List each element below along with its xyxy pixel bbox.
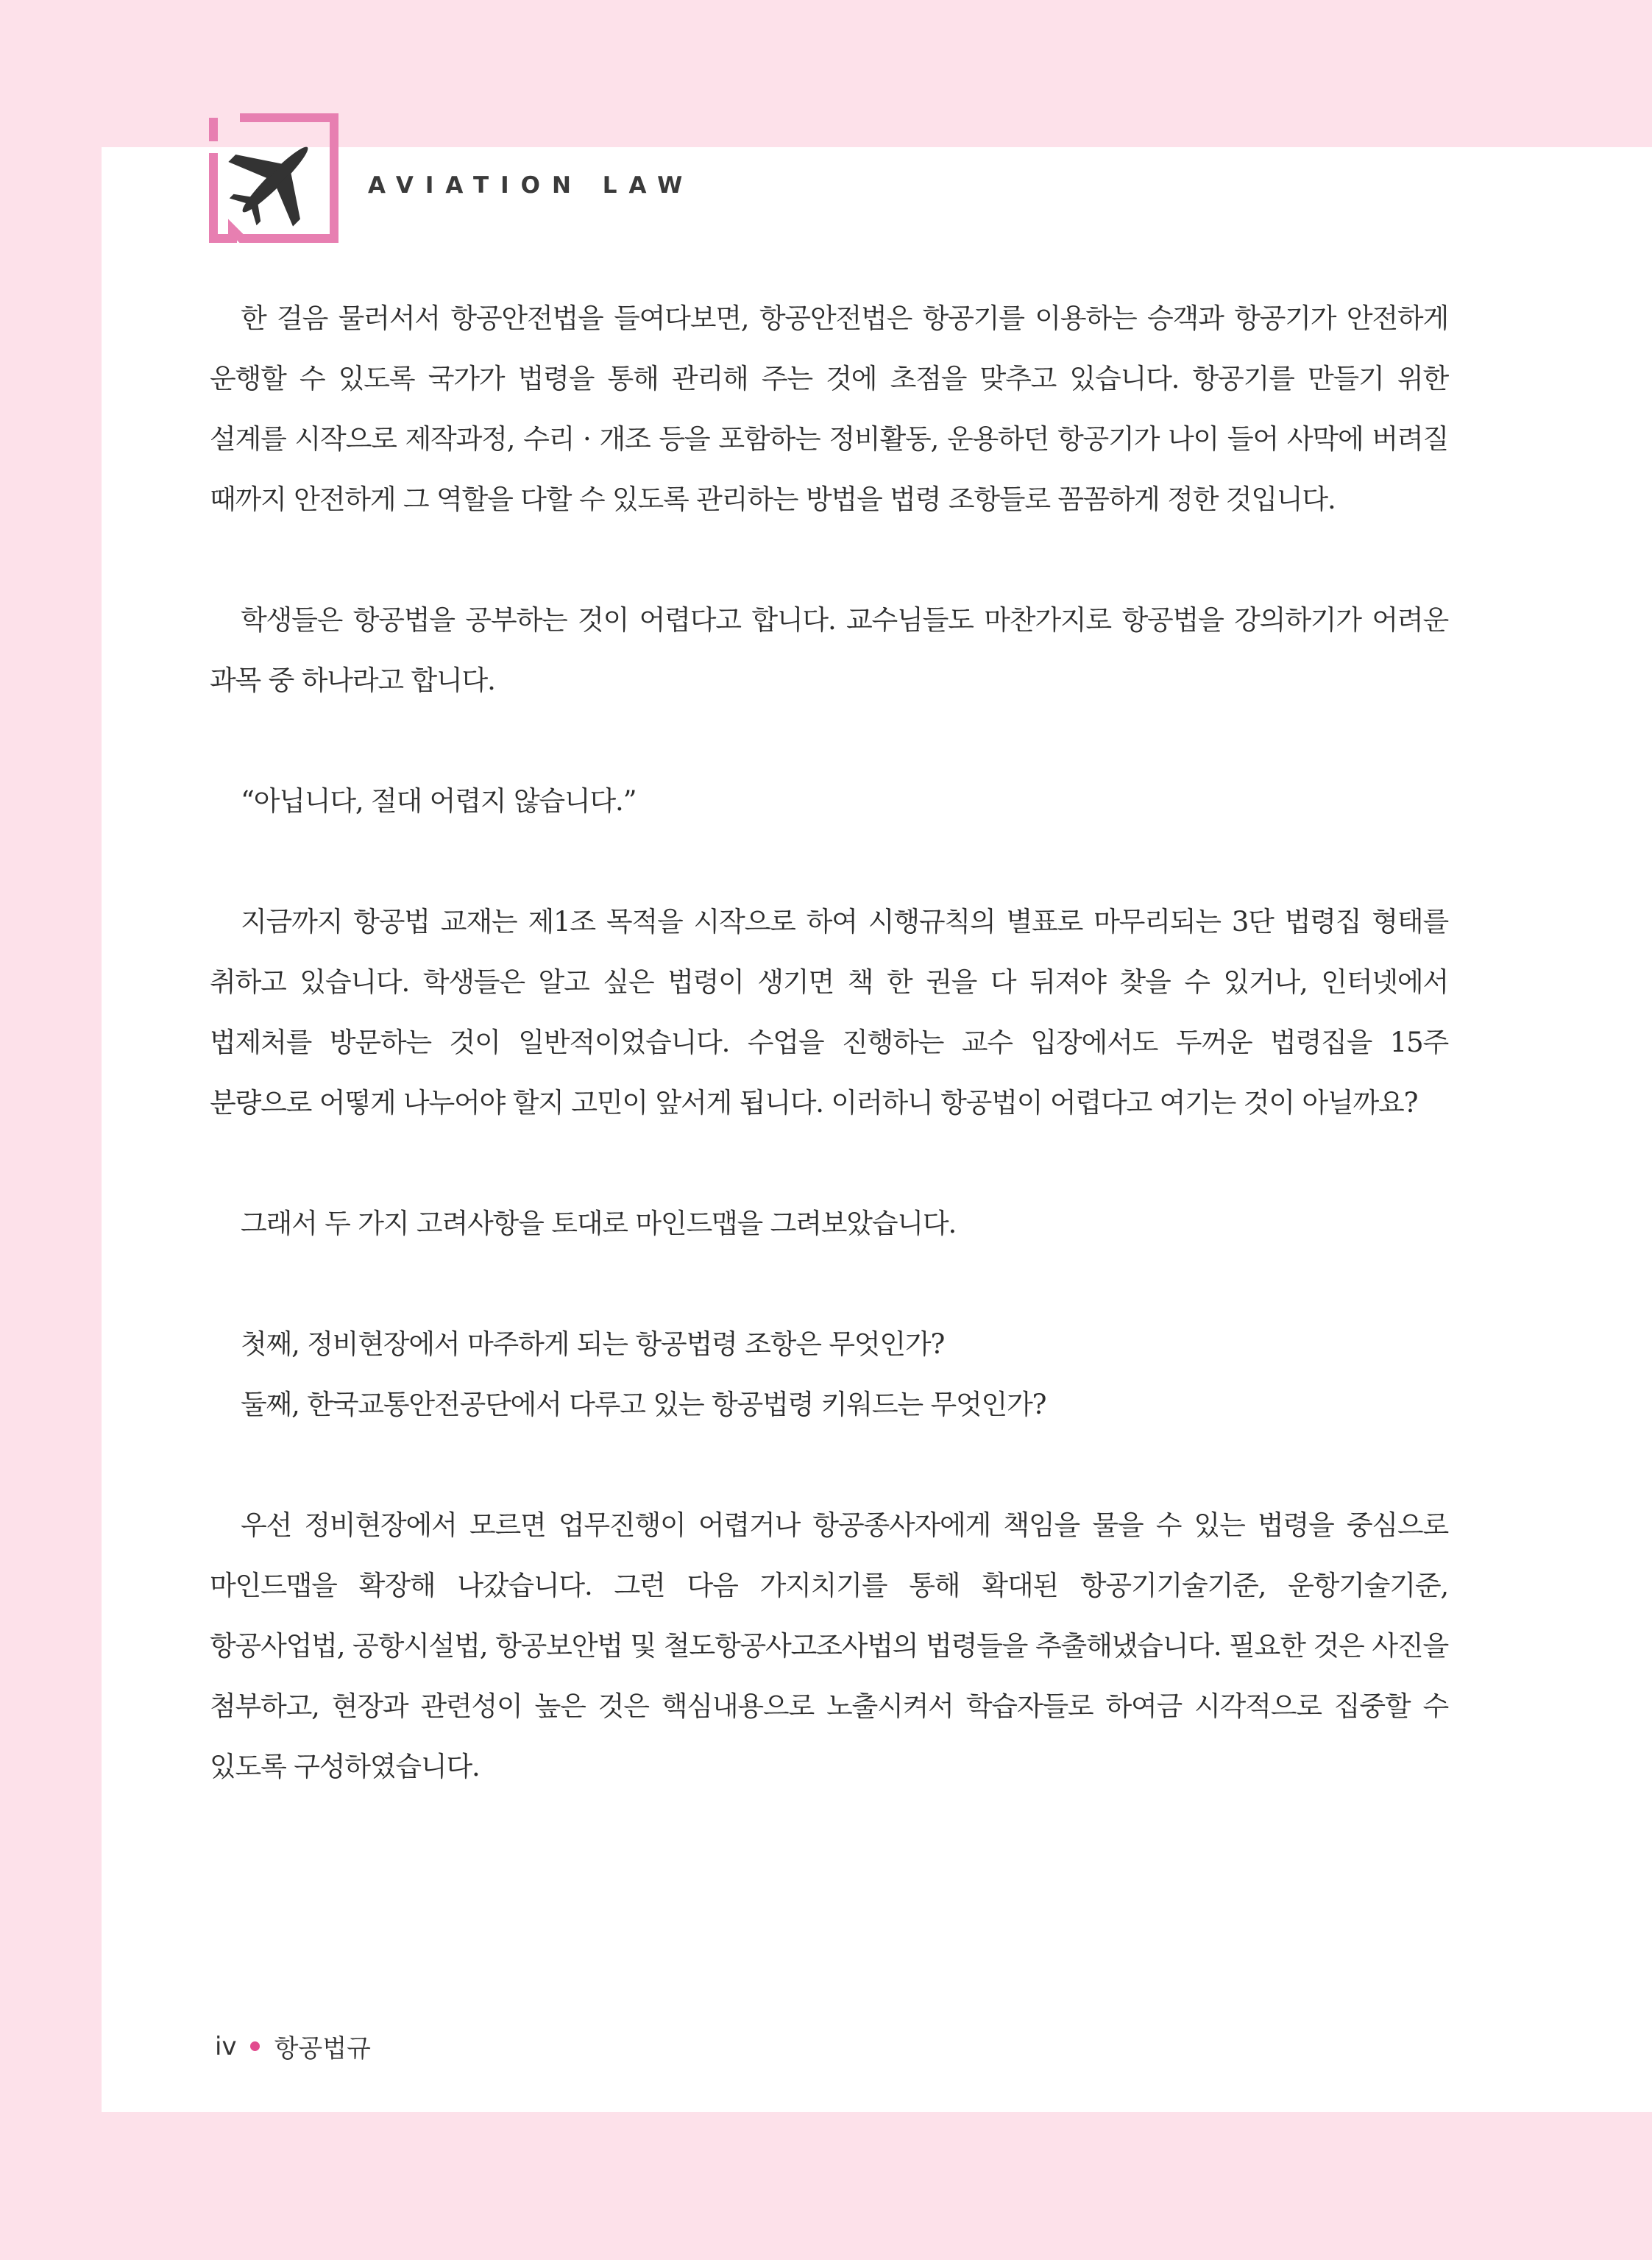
bullet-dot-icon (250, 2041, 260, 2051)
paragraph-second-question: 둘째, 한국교통안전공단에서 다루고 있는 항공법령 키워드는 무엇인가? (241, 1389, 1046, 1420)
page-footer (215, 2028, 371, 2064)
airplane-icon (208, 112, 340, 244)
paragraph-5: 그래서 두 가지 고려사항을 토대로 마인드맵을 그려보았습니다. (241, 1208, 957, 1239)
header-title: AVIATION LAW (368, 172, 695, 199)
paragraph-8: 우선 정비현장에서 모르면 업무진행이 어렵거나 항공종사자에게 책임을 물을 수 있는 법령을 중심으로 마인드맵을 확장해 나갔습니다. 그런 다음 가지치기를 통해 확대된 항공기기술기준, 운항기술기준, 항공사업법, 공항시설법, 항공보안법 및 철도항공사고조사법의 법령들을 추출해냈습니다. 필요한 것은 사진을 첨부하고, 현장과 관련성이 높은 것은 핵심내용으로 노출시켜서 학습자들로 하여금 시각적으로 집중할 수 있도록 구성하였습니다. (210, 1509, 1448, 1782)
logo (208, 112, 340, 244)
paragraph-1: 한 걸음 물러서서 항공안전법을 들여다보면, 항공안전법은 항공기를 이용하는 승객과 항공기가 안전하게 운행할 수 있도록 국가가 법령을 통해 관리해 주는 것에 초점을 맞추고 있습니다. 항공기를 만들기 위한 설계를 시작으로 제작과정, 수리 · 개조 등을 포함하는 정비활동, 운용하던 항공기가 나이 들어 사막에 버려질 때까지 안전하게 그 역할을 다할 수 있도록 관리하는 방법을 법령 조항들로 꼼꼼하게 정한 것입니다. (210, 302, 1448, 515)
page-number: iv (215, 2031, 237, 2061)
book-title: 항공법규 (274, 2034, 371, 2064)
paragraph-quote: “아닙니다, 절대 어렵지 않습니다.” (241, 785, 637, 817)
paragraph-first-question: 첫째, 정비현장에서 마주하게 되는 항공법령 조항은 무엇인가? (241, 1328, 945, 1360)
preface-body (210, 288, 1448, 1857)
paragraph-2: 학생들은 항공법을 공부하는 것이 어렵다고 합니다. 교수님들도 마찬가지로 항공법을 강의하기가 어려운 과목 중 하나라고 합니다. (210, 604, 1448, 696)
paragraph-4: 지금까지 항공법 교재는 제1조 목적을 시작으로 하여 시행규칙의 별표로 마무리되는 3단 법령집 형태를 취하고 있습니다. 학생들은 알고 싶은 법령이 생기면 책 한 권을 다 뒤져야 찾을 수 있거나, 인터넷에서 법제처를 방문하는 것이 일반적이었습니다. 수업을 진행하는 교수 입장에서도 두꺼운 법령집을 15주 분량으로 어떻게 나누어야 할지 고민이 앞서게 됩니다. 이러하니 항공법이 어렵다고 여기는 것이 아닐까요? (210, 906, 1448, 1119)
